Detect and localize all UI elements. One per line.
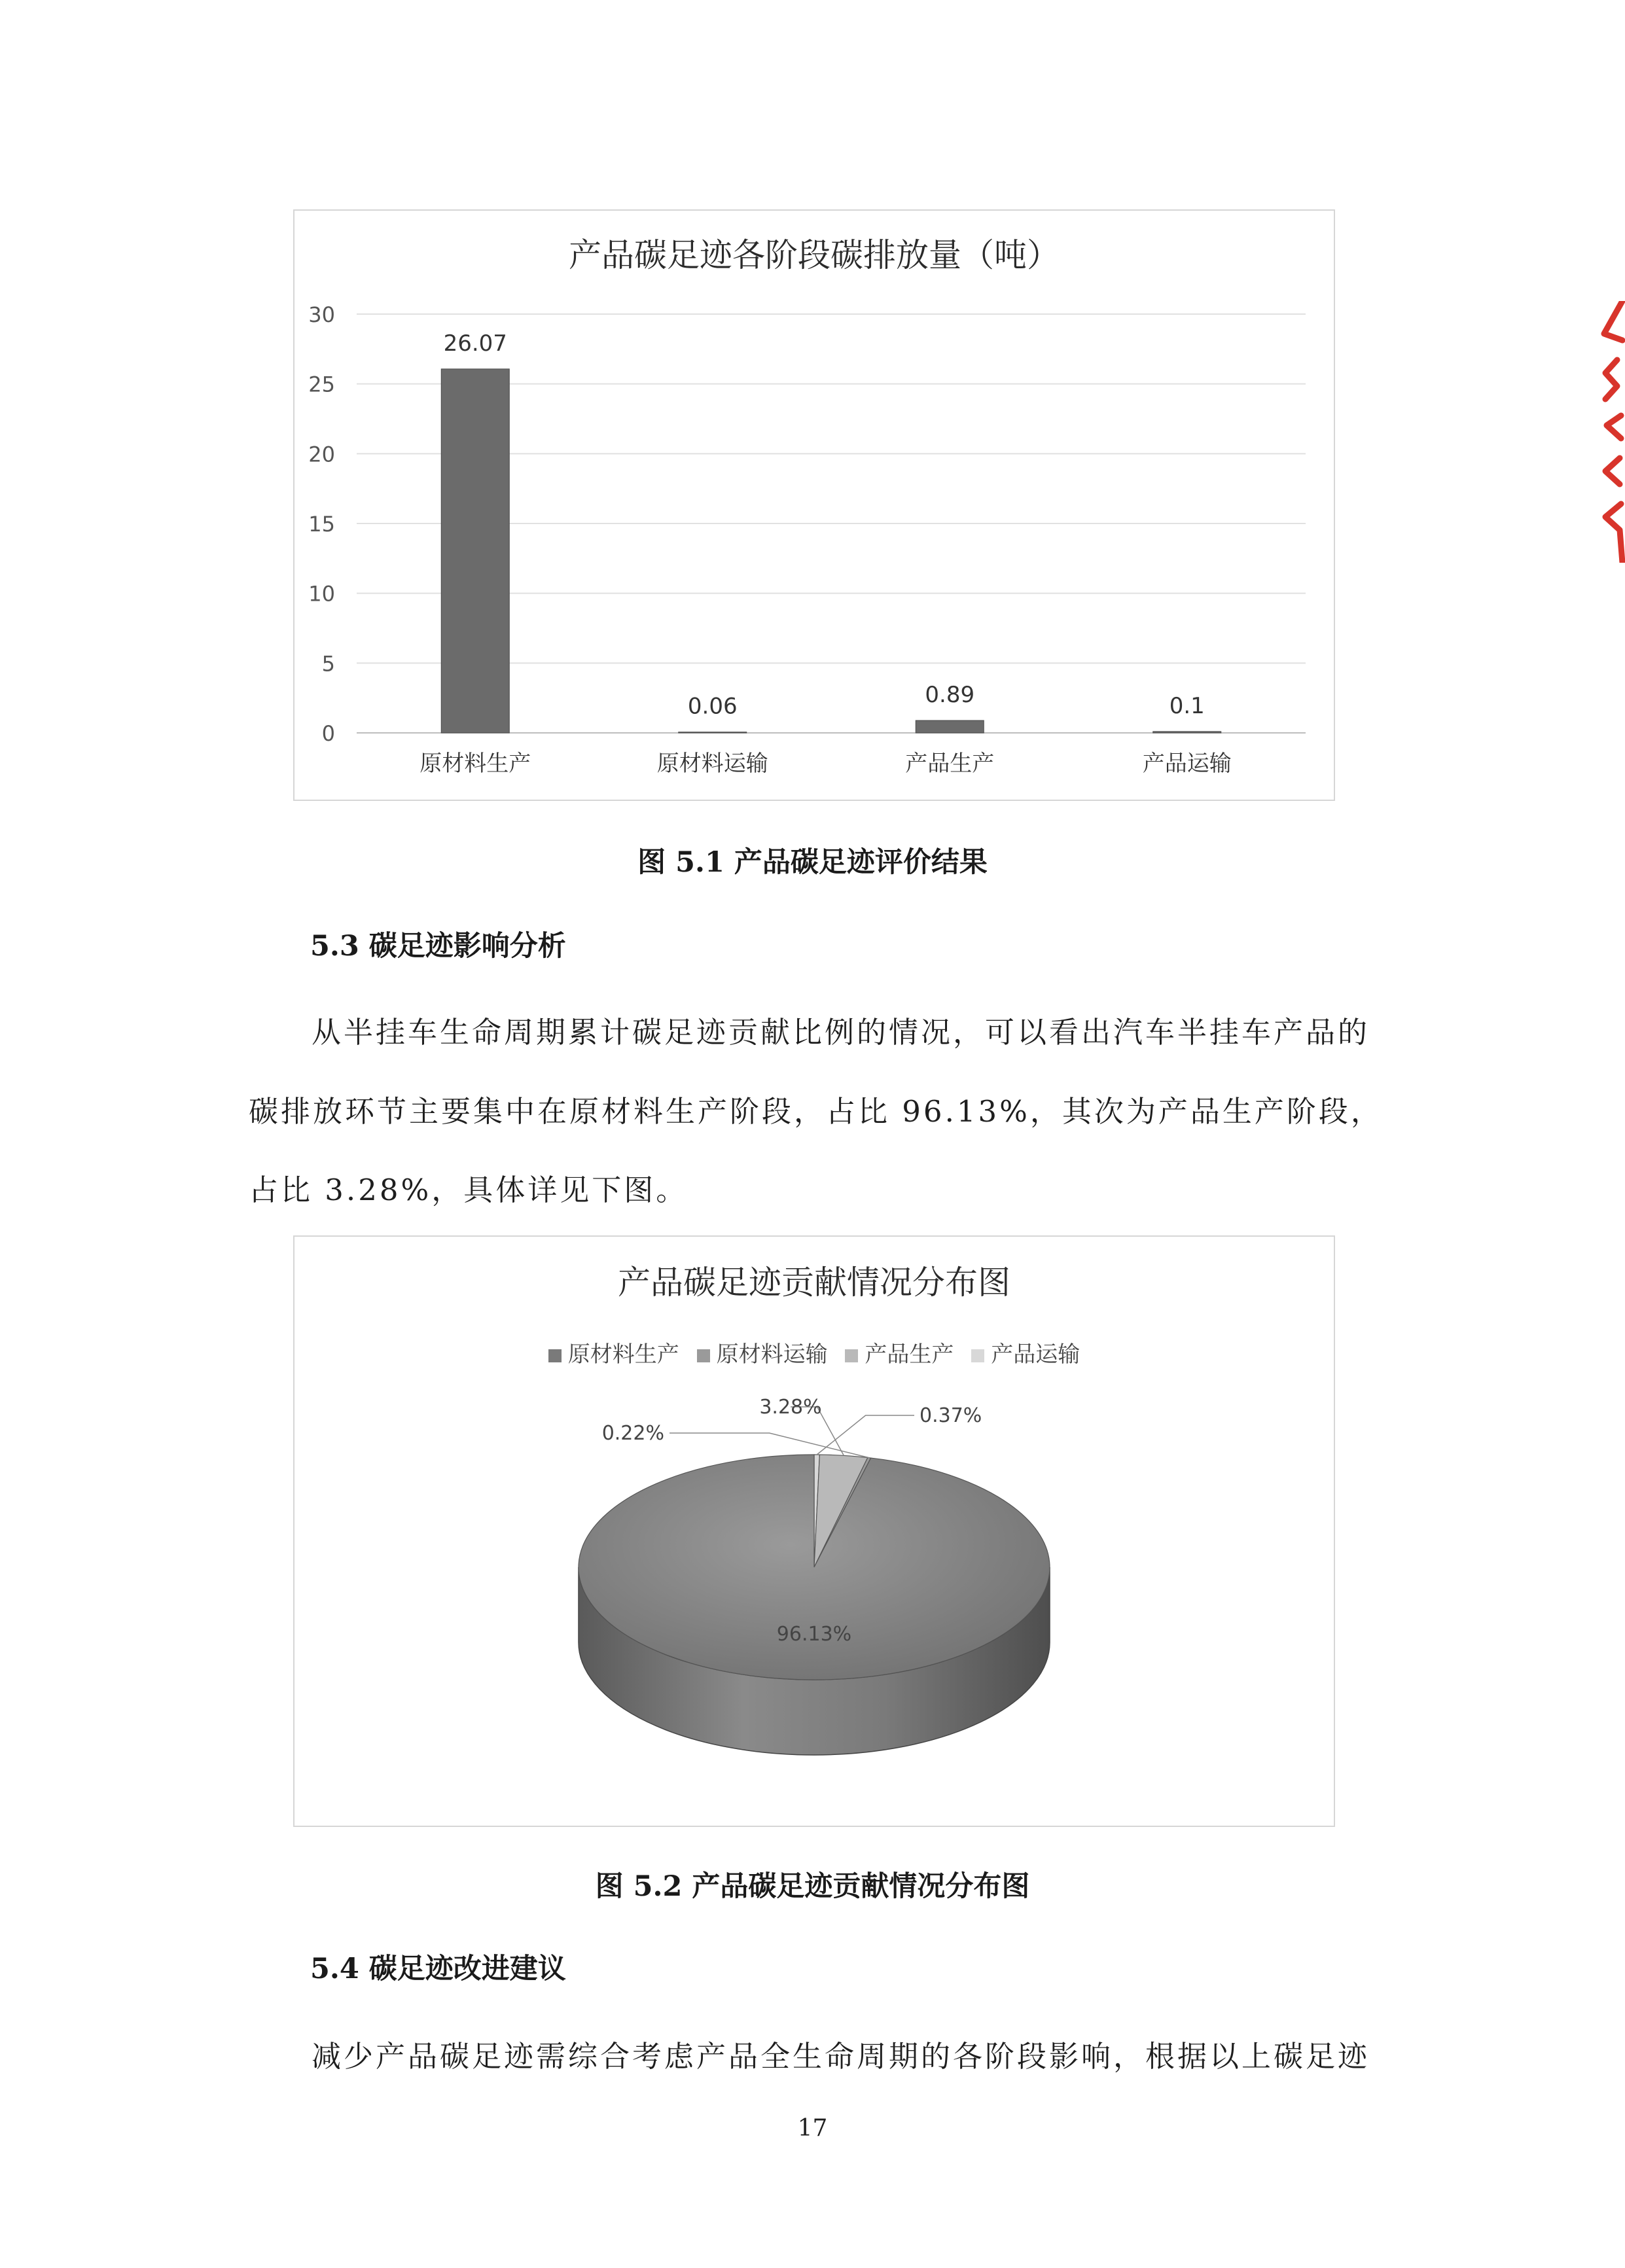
bar-chart-title: 产品碳足迹各阶段碳排放量（吨） bbox=[569, 236, 1060, 274]
legend-label: 产品生产 bbox=[865, 1341, 954, 1368]
pie-chart bbox=[295, 1237, 1334, 1826]
bar bbox=[679, 732, 747, 733]
figure-5-1-caption: 图 5.1 产品碳足迹评价结果 bbox=[637, 846, 988, 879]
legend-label: 产品运输 bbox=[991, 1341, 1080, 1368]
data-label: 0.06 bbox=[687, 693, 738, 720]
bar bbox=[441, 369, 509, 733]
pie-chart-frame bbox=[293, 1235, 1335, 1827]
y-tick-label: 30 bbox=[308, 302, 335, 327]
data-label: 26.07 bbox=[443, 330, 507, 357]
data-label: 0.37% bbox=[920, 1404, 982, 1427]
legend-label: 原材料生产 bbox=[567, 1341, 679, 1368]
data-label: 3.28% bbox=[759, 1396, 822, 1419]
data-label: 96.13% bbox=[776, 1623, 852, 1646]
paragraph-line: 碳排放环节主要集中在原材料生产阶段，占比 96.13%，其次为产品生产阶段， bbox=[249, 1094, 1383, 1129]
paragraph-line: 减少产品碳足迹需综合考虑产品全生命周期的各阶段影响，根据以上碳足迹 bbox=[312, 2039, 1370, 2074]
y-tick-label: 10 bbox=[308, 581, 335, 607]
x-tick-label: 产品生产 bbox=[905, 751, 995, 777]
x-tick-label: 原材料生产 bbox=[420, 751, 531, 777]
bar-chart bbox=[295, 211, 1334, 800]
pie-chart-title: 产品碳足迹贡献情况分布图 bbox=[618, 1264, 1010, 1302]
data-label: 0.1 bbox=[1169, 692, 1205, 719]
section-5-4-heading: 5.4 碳足迹改进建议 bbox=[310, 1953, 566, 1985]
y-tick-label: 0 bbox=[321, 721, 335, 746]
data-label: 0.89 bbox=[925, 682, 975, 709]
x-tick-label: 原材料运输 bbox=[656, 751, 768, 777]
paragraph-line: 占比 3.28%，具体详见下图。 bbox=[249, 1173, 688, 1207]
x-tick-label: 产品运输 bbox=[1142, 751, 1232, 777]
bar bbox=[1153, 732, 1221, 733]
y-tick-label: 25 bbox=[308, 372, 335, 397]
stamp-fragment-icon bbox=[1598, 301, 1625, 563]
y-tick-label: 20 bbox=[308, 442, 335, 467]
paragraph-line: 从半挂车生命周期累计碳足迹贡献比例的情况，可以看出汽车半挂车产品的 bbox=[312, 1015, 1370, 1050]
bar bbox=[916, 720, 984, 733]
y-tick-label: 5 bbox=[321, 651, 335, 677]
data-label: 0.22% bbox=[601, 1422, 664, 1445]
pie-slice bbox=[579, 1455, 1050, 1680]
page-number: 17 bbox=[797, 2115, 828, 2142]
bar-chart-frame bbox=[293, 209, 1335, 801]
section-5-3-heading: 5.3 碳足迹影响分析 bbox=[310, 930, 566, 963]
figure-5-2-caption: 图 5.2 产品碳足迹贡献情况分布图 bbox=[595, 1870, 1030, 1903]
legend-label: 原材料运输 bbox=[716, 1341, 828, 1368]
y-tick-label: 15 bbox=[308, 512, 335, 537]
